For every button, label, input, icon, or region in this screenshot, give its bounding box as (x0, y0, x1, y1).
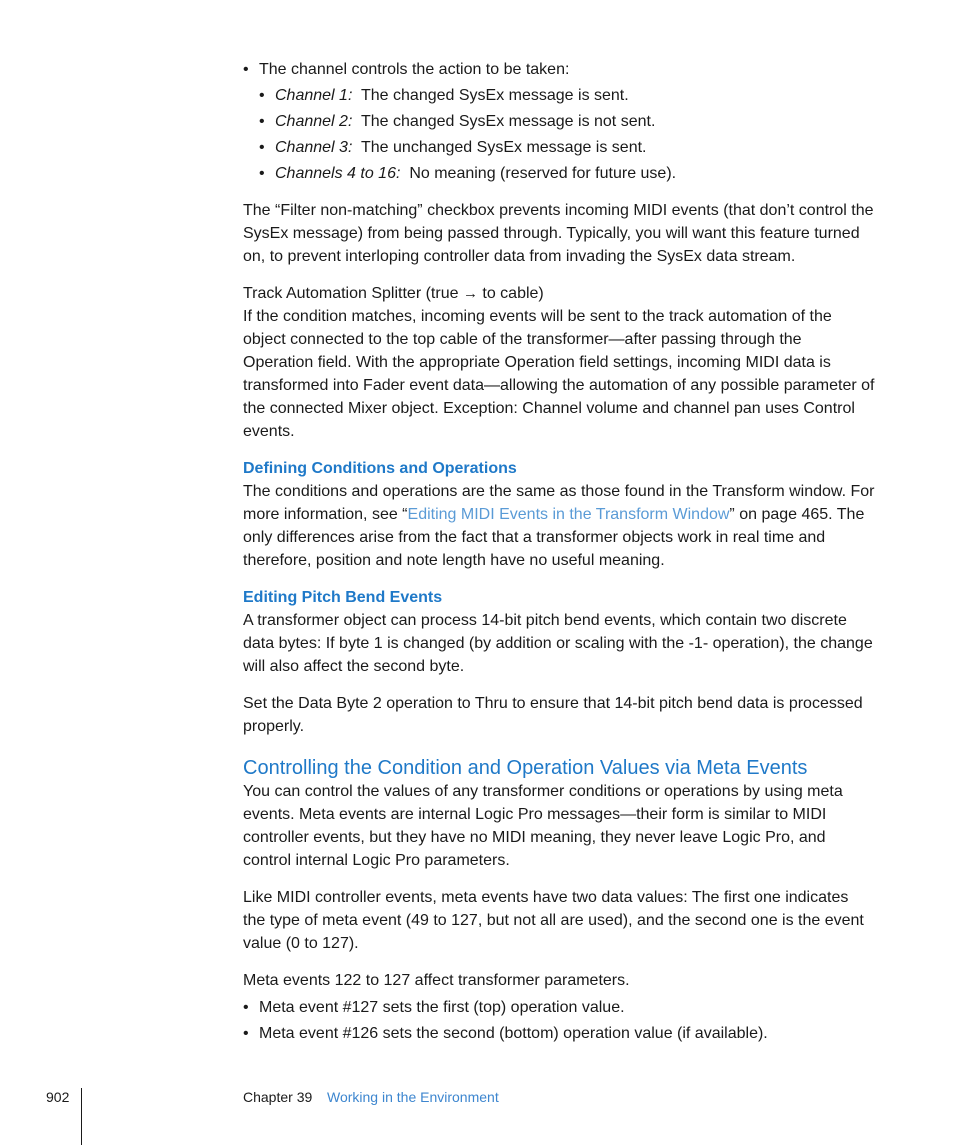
list-item-text: Meta event #127 sets the first (top) operation value. (259, 999, 625, 1016)
list-item-text: Meta event #126 sets the second (bottom) operation value (if available). (259, 1025, 768, 1042)
track-automation-body: If the condition matches, incoming events will be sent to the track automation of the object connected to the top cable of the transformer—after passing through the Operation field. With the appropriate Operation field settings, incoming MIDI data is transformed into Fader event data—allowing the automation of any possible parameter of the connected Mixer object. Exception: Channel volume and channel pan uses Control events. (243, 308, 875, 440)
page-number: 902 (46, 1089, 70, 1105)
list-item-text: The channel controls the action to be taken: (259, 61, 570, 78)
channel-text: No meaning (reserved for future use). (409, 165, 677, 182)
channel-text: The changed SysEx message is not sent. (361, 113, 656, 130)
meta-body-3: Meta events 122 to 127 affect transformer parameters. (243, 972, 630, 989)
list-item (243, 136, 875, 159)
defining-body-start: The conditions and operations are the same as those found in the Transform window. For more information, see “ (243, 483, 875, 523)
list-item (243, 162, 875, 185)
pitch-bend-heading: Editing Pitch Bend Events (243, 589, 443, 606)
filter-paragraph: The “Filter non-matching” checkbox prevents incoming MIDI events (that don’t control the SysEx message) from being passed through. Typically, you will want this feature turned on, to prevent interloping controller data from invading the SysEx data stream. (243, 202, 874, 265)
defining-body (243, 480, 875, 572)
meta-body-1: You can control the values of any transformer conditions or operations by using meta events. Meta events are internal Logic Pro messages—their form is similar to MIDI controller events, but they have no MIDI meaning, they never leave Logic Pro, and control internal Logic Pro parameters. (243, 783, 843, 869)
meta-body-2: Like MIDI controller events, meta events have two data values: The first one indicates the type of meta event (49 to 127, but not all are used), and the second one is the event value (0 to 127). (243, 889, 864, 952)
chapter-title-link[interactable]: Working in the Environment (327, 1089, 499, 1105)
pitch-bend-body-1: A transformer object can process 14-bit pitch bend events, which contain two discrete data bytes: If byte 1 is changed (by addition or scaling with the -1- operation), the change will also affect the second byte. (243, 612, 873, 675)
track-automation-heading (243, 282, 875, 305)
channel-label: Channel 2: (275, 113, 353, 130)
channel-label: Channel 3: (275, 139, 353, 156)
page-content (243, 58, 875, 1045)
list-item (243, 110, 875, 133)
channel-text: The changed SysEx message is sent. (361, 87, 629, 104)
list-item (243, 58, 875, 81)
defining-heading: Defining Conditions and Operations (243, 460, 517, 477)
meta-heading: Controlling the Condition and Operation Values via Meta Events (243, 757, 808, 779)
heading-end: to cable) (477, 285, 544, 302)
pitch-bend-body-2: Set the Data Byte 2 operation to Thru to ensure that 14-bit pitch bend data is processed properly. (243, 695, 863, 735)
list-item (243, 84, 875, 107)
defining-body-end: ” on page 465. The only differences arise from the fact that a transformer objects work in real time and therefore, position and note length have no useful meaning. (243, 506, 865, 569)
channel-text: The unchanged SysEx message is sent. (361, 139, 647, 156)
chapter-label: Chapter 39 (243, 1089, 313, 1105)
transform-window-link[interactable]: Editing MIDI Events in the Transform Window (407, 506, 730, 523)
right-arrow-icon: → (462, 285, 478, 302)
footer-divider (81, 1088, 82, 1145)
list-item (243, 1022, 875, 1045)
channel-label: Channels 4 to 16: (275, 165, 401, 182)
list-item (243, 996, 875, 1019)
channel-label: Channel 1: (275, 87, 353, 104)
heading-start: Track Automation Splitter (true (243, 285, 463, 302)
